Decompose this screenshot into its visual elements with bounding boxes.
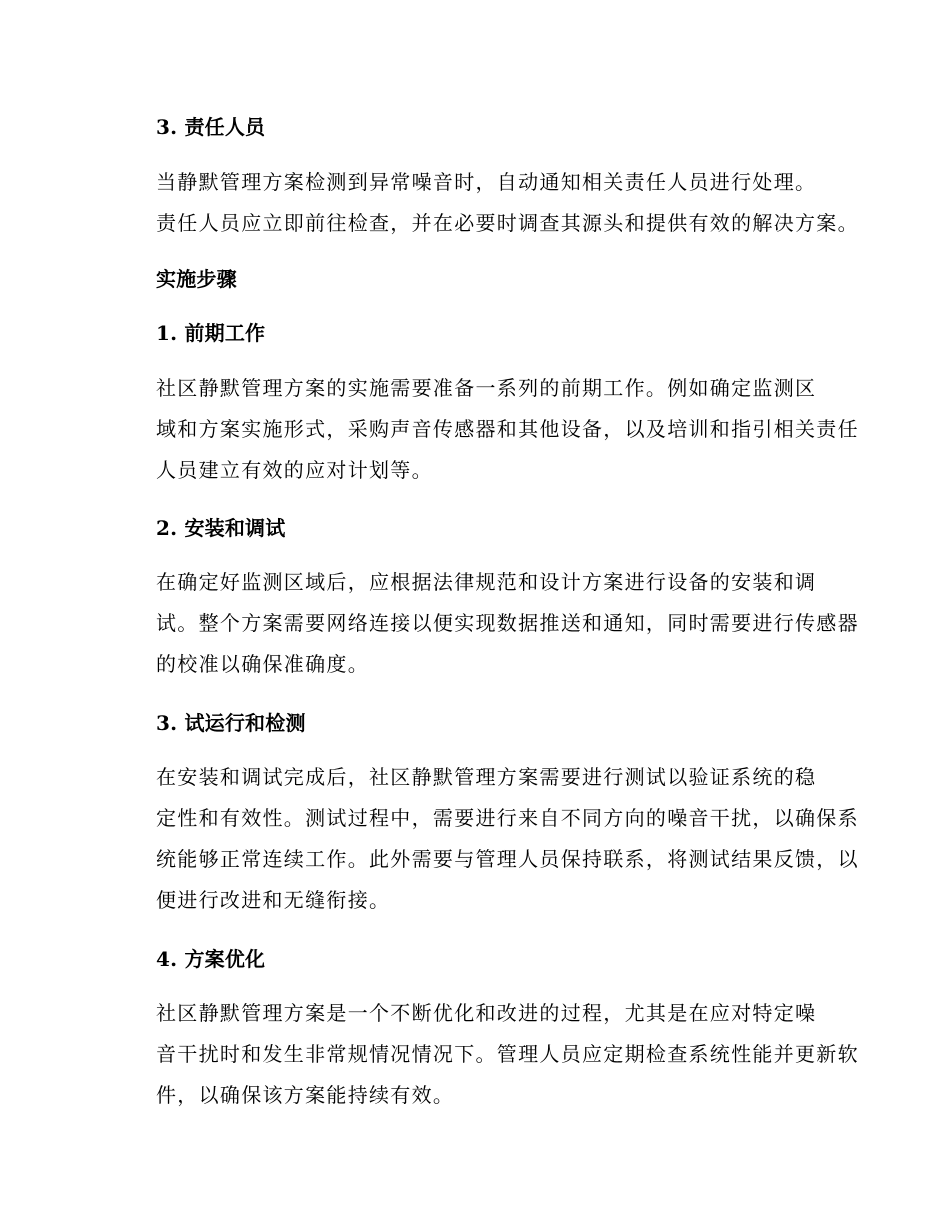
section-heading-responsible-personnel: 3. 责任人员 [156,115,266,139]
paragraph-line: 统能够正常连续工作。此外需要与管理人员保持联系，将测试结果反馈，以 [156,847,859,871]
section-heading-trial-run-testing: 3. 试运行和检测 [156,711,306,735]
paragraph-line: 便进行改进和无缝衔接。 [156,888,391,912]
paragraph-line: 责任人员应立即前往检查，并在必要时调查其源头和提供有效的解决方案。 [156,211,859,235]
paragraph-line: 试。整个方案需要网络连接以便实现数据推送和通知，同时需要进行传感器 [156,611,859,635]
section-heading-preliminary-work: 1. 前期工作 [156,321,266,345]
paragraph-line: 在确定好监测区域后，应根据法律规范和设计方案进行设备的安装和调 [156,570,817,594]
paragraph-line: 社区静默管理方案是一个不断优化和改进的过程，尤其是在应对特定噪 [156,1001,817,1025]
paragraph-line: 音干扰时和发生非常规情况情况下。管理人员应定期检查系统性能并更新软 [156,1042,859,1066]
paragraph-trial-run-testing [113,757,859,921]
paragraph-preliminary-work [113,368,859,491]
section-heading-installation-debugging: 2. 安装和调试 [156,516,286,540]
paragraph-line: 定性和有效性。测试过程中，需要进行来自不同方向的噪音干扰，以确保系 [156,806,859,830]
paragraph-line: 件，以确保该方案能持续有效。 [156,1083,455,1107]
paragraph-line: 域和方案实施形式，采购声音传感器和其他设备，以及培训和指引相关责任 [156,417,859,441]
paragraph-line: 人员建立有效的应对计划等。 [156,458,433,482]
section-heading-plan-optimization: 4. 方案优化 [156,947,266,971]
paragraph-line: 在安装和调试完成后，社区静默管理方案需要进行测试以验证系统的稳 [156,765,817,789]
paragraph-line: 的校准以确保准确度。 [156,652,369,676]
paragraph-plan-optimization [113,993,859,1116]
paragraph-responsible-personnel [113,162,859,244]
paragraph-line: 当静默管理方案检测到异常噪音时，自动通知相关责任人员进行处理。 [156,170,817,194]
section-heading-implementation-steps: 实施步骤 [156,267,237,291]
paragraph-line: 社区静默管理方案的实施需要准备一系列的前期工作。例如确定监测区 [156,376,817,400]
paragraph-installation-debugging [113,562,859,685]
